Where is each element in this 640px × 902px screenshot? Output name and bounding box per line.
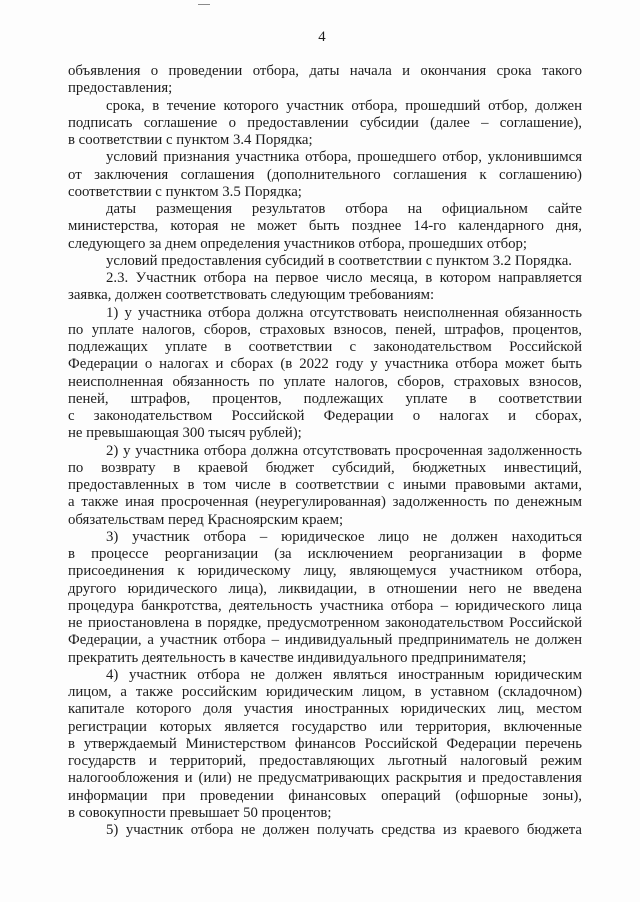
text-line: информации при проведении финансовых операций (офшорные зоны), (68, 787, 582, 804)
text-line: по возврату в краевой бюджет субсидий, бюджетных инвестиций, (68, 459, 582, 476)
paragraph (68, 270, 582, 305)
text-line: а также иная просроченная (неурегулированная) задолженность по денежным (68, 494, 582, 511)
text-line: пеней, штрафов, процентов, подлежащих уплате в соответствии (68, 390, 582, 407)
paragraph (68, 253, 582, 270)
paragraph (68, 529, 582, 667)
paragraph (68, 201, 582, 253)
text-line: 1) у участника отбора должна отсутствовать неисполненная обязанность (106, 304, 582, 321)
text-line: регистрации которых является государство или территория, включенные (68, 718, 582, 735)
text-line: процедура банкротства, деятельность участника отбора – юридического лица (68, 597, 582, 614)
text-line: в совокупности превышает 50 процентов; (68, 804, 332, 821)
text-line: условий признания участника отбора, прошедшего отбор, уклонившимся (106, 149, 582, 166)
text-line: заявка, должен соответствовать следующим требованиям: (68, 287, 435, 304)
text-line: налогообложения и (или) не предусматривающих раскрытия и предоставления (68, 770, 582, 787)
text-line: 2.3. Участник отбора на первое число месяца, в котором направляется (106, 270, 582, 286)
text-line: в утверждаемый Министерством финансов Российской Федерации перечень (68, 735, 582, 752)
text-line: прекратить деятельность в качестве индивидуального предпринимателя; (68, 649, 527, 666)
text-line: по уплате налогов, сборов, страховых взносов, пеней, штрафов, процентов, (68, 321, 582, 338)
text-line: предоставленных в том числе в соответствии с иными правовыми актами, (68, 477, 582, 493)
page-number: 4 (318, 29, 326, 45)
text-line: с законодательством Российской Федерации о налогах и сборах, (68, 408, 582, 424)
text-line: от заключения соглашения (дополнительного соглашения к соглашению) (68, 166, 582, 183)
text-line: капитале которого доля участия иностранных юридических лиц, местом (68, 701, 582, 718)
text-line: 2) у участника отбора должна отсутствовать просроченная задолженность (106, 442, 582, 459)
text-line: 3) участник отбора – юридическое лицо не должен находиться (106, 528, 582, 545)
text-line: следующего за днем определения участников отбора, прошедших отбор; (68, 235, 528, 252)
text-line: 5) участник отбора не должен получать средства из краевого бюджета (106, 822, 582, 838)
text-line: неисполненная обязанность по уплате налогов, сборов, страховых взносов, (68, 373, 582, 390)
paragraph (68, 305, 582, 443)
paragraph (68, 149, 582, 201)
text-line: Федерации о налогах и сборах (в 2022 году у участника отбора может быть (68, 356, 582, 373)
text-line: не превышающая 300 тысяч рублей); (68, 425, 302, 442)
text-line: даты размещения результатов отбора на официальном сайте (106, 201, 582, 217)
text-line: обязательствам перед Красноярским краем; (68, 511, 344, 528)
text-line: условий предоставления субсидий в соответствии с пунктом 3.2 Порядка. (106, 252, 572, 269)
paragraph (68, 667, 582, 822)
paragraph (68, 822, 582, 839)
text-line: Федерации, а участник отбора – индивидуальный предприниматель не должен (68, 632, 582, 649)
paragraph (68, 443, 582, 529)
paragraph (68, 98, 582, 150)
text-line: государств и территорий, предоставляющих льготный налоговый режим (68, 753, 582, 769)
text-line: 4) участник отбора не должен являться иностранным юридическим (106, 666, 582, 683)
text-line: лицом, а также российским юридическим лицом, в уставном (складочном) (68, 684, 582, 700)
text-line: подлежащих уплате в соответствии с законодательством Российской (68, 339, 582, 355)
text-line: присоединения к юридическому лицу, являющемуся участником отбора, (68, 563, 582, 580)
text-line: не приостановлена в порядке, предусмотренном законодательством Российской (68, 615, 582, 631)
scan-artifact (198, 4, 210, 5)
text-line: срока, в течение которого участник отбора, прошедший отбор, должен (106, 97, 582, 114)
page-body (68, 63, 582, 839)
text-line: объявления о проведении отбора, даты начала и окончания срока такого (68, 63, 582, 79)
text-line: в соответствии с пунктом 3.4 Порядка; (68, 132, 313, 148)
paragraph (68, 63, 582, 98)
text-line: предоставления; (68, 80, 173, 97)
text-line: другого юридического лица), ликвидации, в отношении него не введена (68, 580, 582, 597)
text-line: подписать соглашение о предоставлении субсидии (далее – соглашение), (68, 114, 582, 131)
text-line: министерства, которая не может быть позднее 14-го календарного дня, (68, 218, 582, 235)
text-line: в процессе реорганизации (за исключением реорганизации в форме (68, 546, 582, 562)
text-line: соответствии с пунктом 3.5 Порядка; (68, 183, 302, 200)
